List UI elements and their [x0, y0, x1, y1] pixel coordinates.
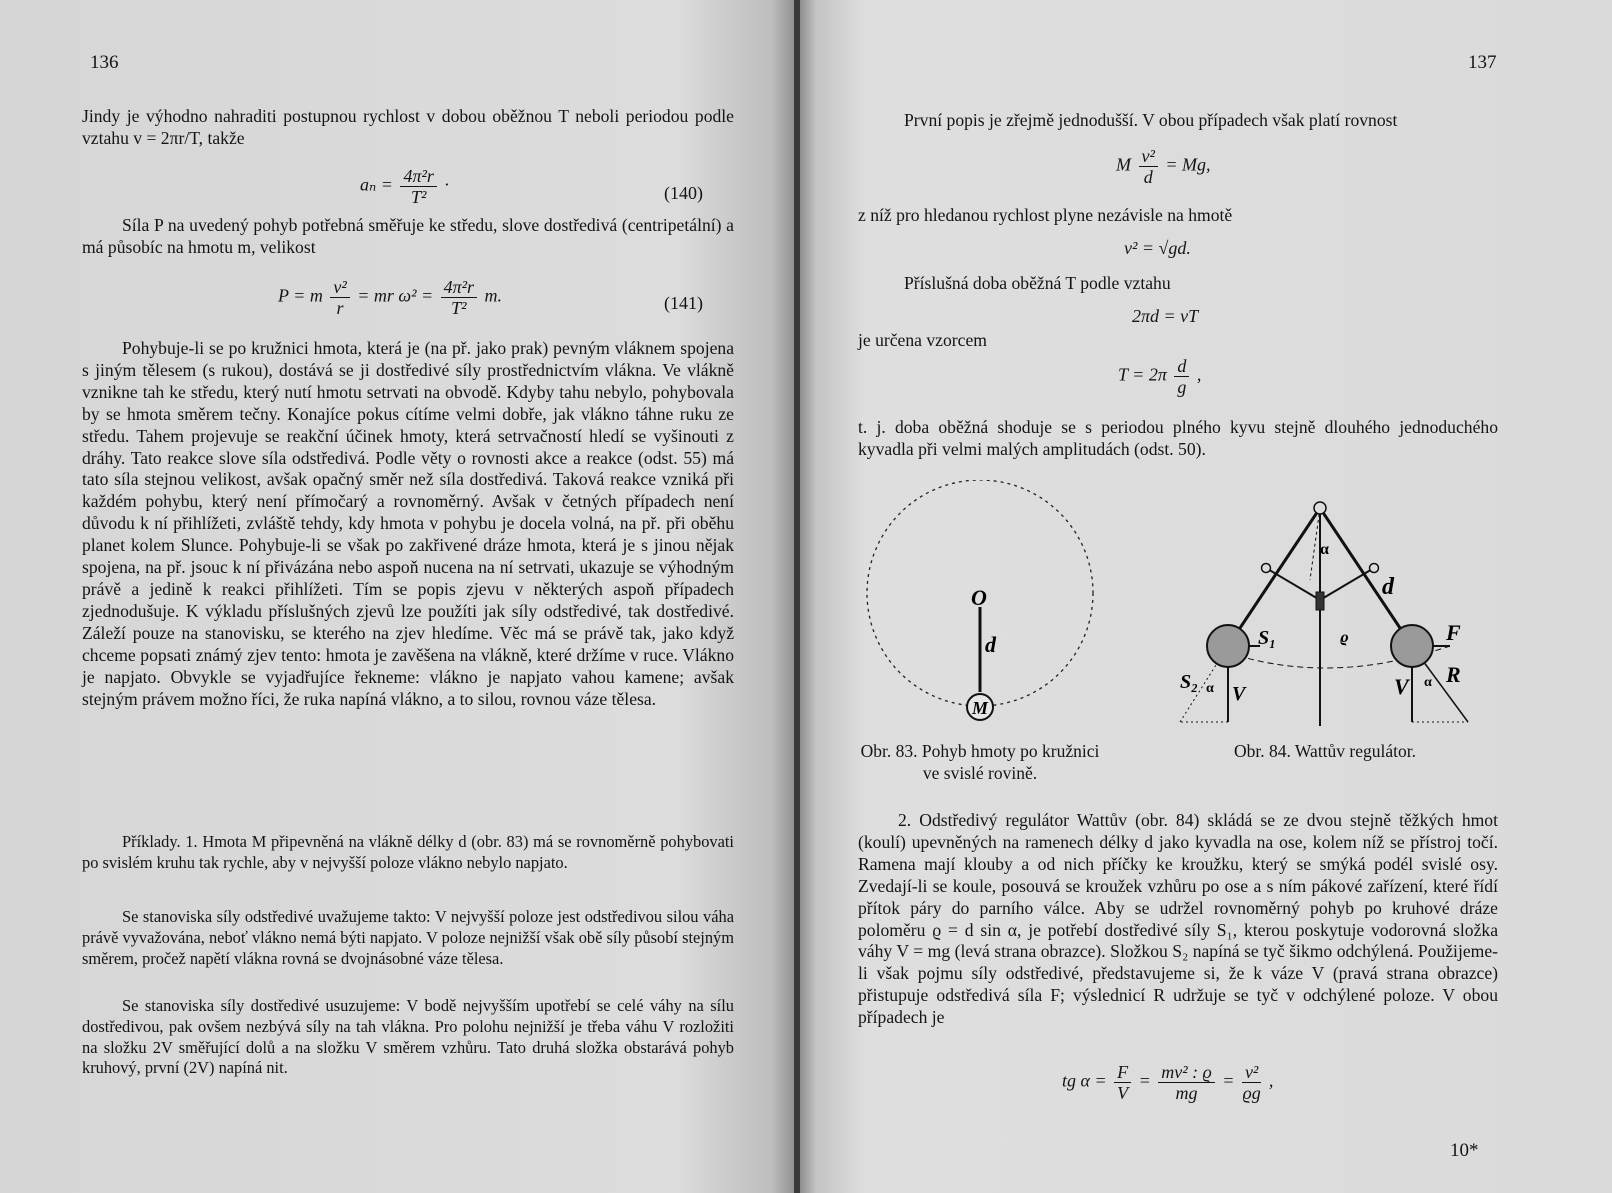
paragraph: Se stanoviska síly dostředivé usuzujeme: V bodě nejvyšším upotřebí se celé váhy na sílu dostředivou, pak ovšem nezbývá síly na tah vlákna. Pro polohu nejnižší je třeba váhu V rozložiti na složku 2V směřující dolů a na složku V směrem vzhůru. Tato druhá složka obstarává pohyb kruhový, první (2V) napíná nit. [82, 996, 734, 1078]
paragraph: Příslušná doba oběžná T podle vztahu [904, 273, 1171, 293]
equation: v² = √gd. [1124, 238, 1191, 258]
figure-83 [862, 480, 1102, 740]
numerator: 4π²r [400, 166, 436, 187]
label: d [1382, 574, 1394, 600]
figure-84-caption: Obr. 84. Wattův regulátor. [1234, 741, 1416, 761]
fraction [441, 277, 477, 318]
denominator: r [336, 298, 344, 318]
ball-right [1391, 625, 1433, 667]
equation-141 [278, 277, 502, 318]
joint [1262, 564, 1271, 573]
fraction [1114, 1062, 1131, 1103]
paragraph: Síla P na uvedený pohyb potřebná směřuje ke středu, slove dostředivá (centripetální) a má působíc na hmotu m, velikost [82, 215, 734, 257]
denominator: g [1177, 377, 1187, 397]
numerator: v² [1139, 146, 1158, 167]
pivot [1314, 502, 1326, 514]
figure-83-caption: Obr. 83. Pohyb hmoty po kružnici ve svislé rovině. [860, 741, 1100, 783]
label: α [1320, 541, 1329, 558]
label-d: d [985, 632, 996, 657]
label: α [1424, 675, 1432, 690]
fraction [1242, 1062, 1261, 1103]
fraction [1174, 356, 1189, 397]
numerator: F [1114, 1062, 1131, 1083]
eq-part: tg α = [1062, 1070, 1107, 1091]
eq-part: = mr ω² = [357, 285, 434, 306]
denominator: d [1143, 167, 1153, 187]
label: S₁ [1258, 627, 1277, 649]
fraction [330, 277, 349, 318]
fraction [1158, 1062, 1215, 1103]
equation [1062, 1062, 1273, 1103]
signature-mark: 10* [1450, 1140, 1479, 1161]
equation-number: (140) [664, 183, 703, 203]
paragraph: Příklady. 1. Hmota M připevněná na vlákně délky d (obr. 83) má se rovnoměrně pohybovati po svislém kruhu tak rychle, aby v nejvyšší poloze vlákno nebylo napjato. [82, 832, 734, 872]
ball-left [1207, 625, 1249, 667]
eq-part: = Mg, [1165, 154, 1211, 175]
numerator: d [1174, 356, 1189, 377]
right-page [800, 0, 1612, 1193]
fraction [400, 166, 436, 207]
eq-part: M [1116, 154, 1131, 175]
page-number: 137 [1468, 52, 1497, 73]
equation [1116, 146, 1211, 187]
denominator: T² [451, 298, 467, 318]
numerator: v² [1242, 1062, 1261, 1083]
numerator: mv² : ϱ [1158, 1062, 1215, 1083]
left-page [0, 0, 796, 1193]
eq-part: , [1196, 364, 1202, 385]
eq-part: P = m [278, 285, 323, 306]
equation-140 [360, 166, 449, 207]
equals: = [1222, 1070, 1235, 1091]
denominator: V [1117, 1083, 1129, 1103]
paragraph: t. j. doba oběžná shoduje se s periodou plného kyvu stejně dlouhého jednoduchého kyvadla při velmi malých amplitudách (odst. 50). [858, 417, 1498, 459]
equals: = [1138, 1070, 1151, 1091]
numerator: 4π²r [441, 277, 477, 298]
label: S₂ [1180, 671, 1199, 693]
equation: 2πd = vT [1132, 306, 1199, 326]
paragraph: Jindy je výhodno nahraditi postupnou rychlost v dobou oběžnou T neboli periodou podle vztahu v = 2πr/T, takže [82, 106, 734, 148]
eq-lhs: aₙ = [360, 174, 393, 195]
denominator: T² [410, 187, 427, 207]
paragraph: 2. Odstředivý regulátor Wattův (obr. 84) skládá se ze dvou stejně těžkých hmot (koulí) upevněných na ramenech délky d jako kyvadla na ose, kolem níž se přístroj točí. Ramena mají klouby a od nich příčky ke kroužku, který se smýká podél svislé osy. Zvedají-li se koule, posouvá se kroužek vzhůru po ose a s ním pákové zařízení, které řídí přítok páry do parního válce. Aby se udržel rovnoměrný pohyb po kruhové dráze poloměru ϱ = d sin α, je potřebí dostředivé síly S₁, kterou poskytuje vodorovná složka váhy V = mg (levá strana obrazce). Složkou S₂ napíná se tyč šikmo odchýlená. Použijeme-li však pojmu síly odstředivé, představujeme si, že k váze V (pravá strana obrazce) přistupuje odstředivá síla F; výslednicí R udržuje se tyč v odchýlené poloze. V obou případech je [858, 810, 1498, 1028]
label: ϱ [1340, 629, 1349, 646]
label: R [1446, 662, 1461, 687]
joint [1370, 564, 1379, 573]
eq-tail: · [444, 174, 449, 195]
label: F [1446, 620, 1461, 645]
label: V [1394, 674, 1409, 699]
eq-part: m. [484, 285, 503, 306]
equation-number: (141) [664, 293, 703, 313]
fraction [1139, 146, 1158, 187]
paragraph: Se stanoviska síly odstředivé uvažujeme takto: V nejvyšší poloze jest odstředivou silou váha právě vyvažována, neboť vlákno nemá býti napjato. V poloze nejnižší však obě síly působí stejným směrem, pročež napětí vlákna rovná se dvojnásobné váze tělesa. [82, 907, 734, 968]
eq-part: , [1268, 1070, 1274, 1091]
paragraph: je určena vzorcem [858, 330, 987, 350]
page-number: 136 [90, 52, 119, 73]
label: V [1232, 683, 1246, 705]
numerator: v² [330, 277, 349, 298]
equation [1118, 356, 1201, 397]
label: α [1206, 681, 1214, 696]
paragraph: Pohybuje-li se po kružnici hmota, která je (na př. jako prak) pevným vláknem spojena s jiným tělesem (s rukou), dostává se ji dostředivé síly prostřednictvím vlákna. Ve vlákně vznikne tah ke středu, který nutí hmotu setrvati na obvodě. Kdyby tahu nebylo, pohybovala by se hmota směrem tečny. Konajíce pokus cítíme velmi dobře, jak vlákno táhne ruku ze středu. Tahem projevuje se reakční účinek hmoty, která setrvačností hledí se vyšinouti z dráhy. Tato reakce slove síla odstředivá. Podle věty o rovnosti akce a reakce (odst. 55) má tato síla stejnou velikost, avšak opačný směr než síla dostředivá. Taková reakce vzniká při každém pohybu, který není přímočarý a rovnoměrný. Avšak v četných případech není důvodu k ní přihlížeti, zvláště tehdy, kdy hmota v pohybu je docela volná, na př. při oběhu planet kolem Slunce. Pohybuje-li se však po zakřivené dráze hmota, která je s jinou nějak spojena, na př. jsouc k ní přivázána nebo aspoň nucena na ní setrvati, ukazuje se výhodným právě a jedině k reakci přihlížeti. Tím se popis zjevu v některých aspoň případech zjednodušuje. K výkladu příslušných zjevů lze použíti jak síly odstředivé, tak dostředivé. Záleží pouze na stanovisku, se kterého na zjev hledíme. Věc má se právě tak, jako když chceme popsati známý zjev tento: hmota je zavěšena na vlákně, které držíme v ruce. Vlákno je napjato. Obvykle se vyjadřujíce řekneme: vlákno je napjato vahou kamene; avšak stejným právem možno říci, že ruka napíná vlákno, a to silou, rovnou váze tělesa. [82, 338, 734, 709]
figure-84 [1170, 500, 1486, 730]
label-o: O [971, 585, 987, 610]
paragraph: z níž pro hledanou rychlost plyne nezávisle na hmotě [858, 205, 1233, 225]
denominator: mg [1175, 1083, 1198, 1103]
denominator: ϱg [1242, 1083, 1261, 1103]
label-m: M [972, 698, 989, 718]
paragraph: První popis je zřejmě jednodušší. V obou případech však platí rovnost [904, 110, 1398, 130]
eq-part: T = 2π [1118, 364, 1167, 385]
